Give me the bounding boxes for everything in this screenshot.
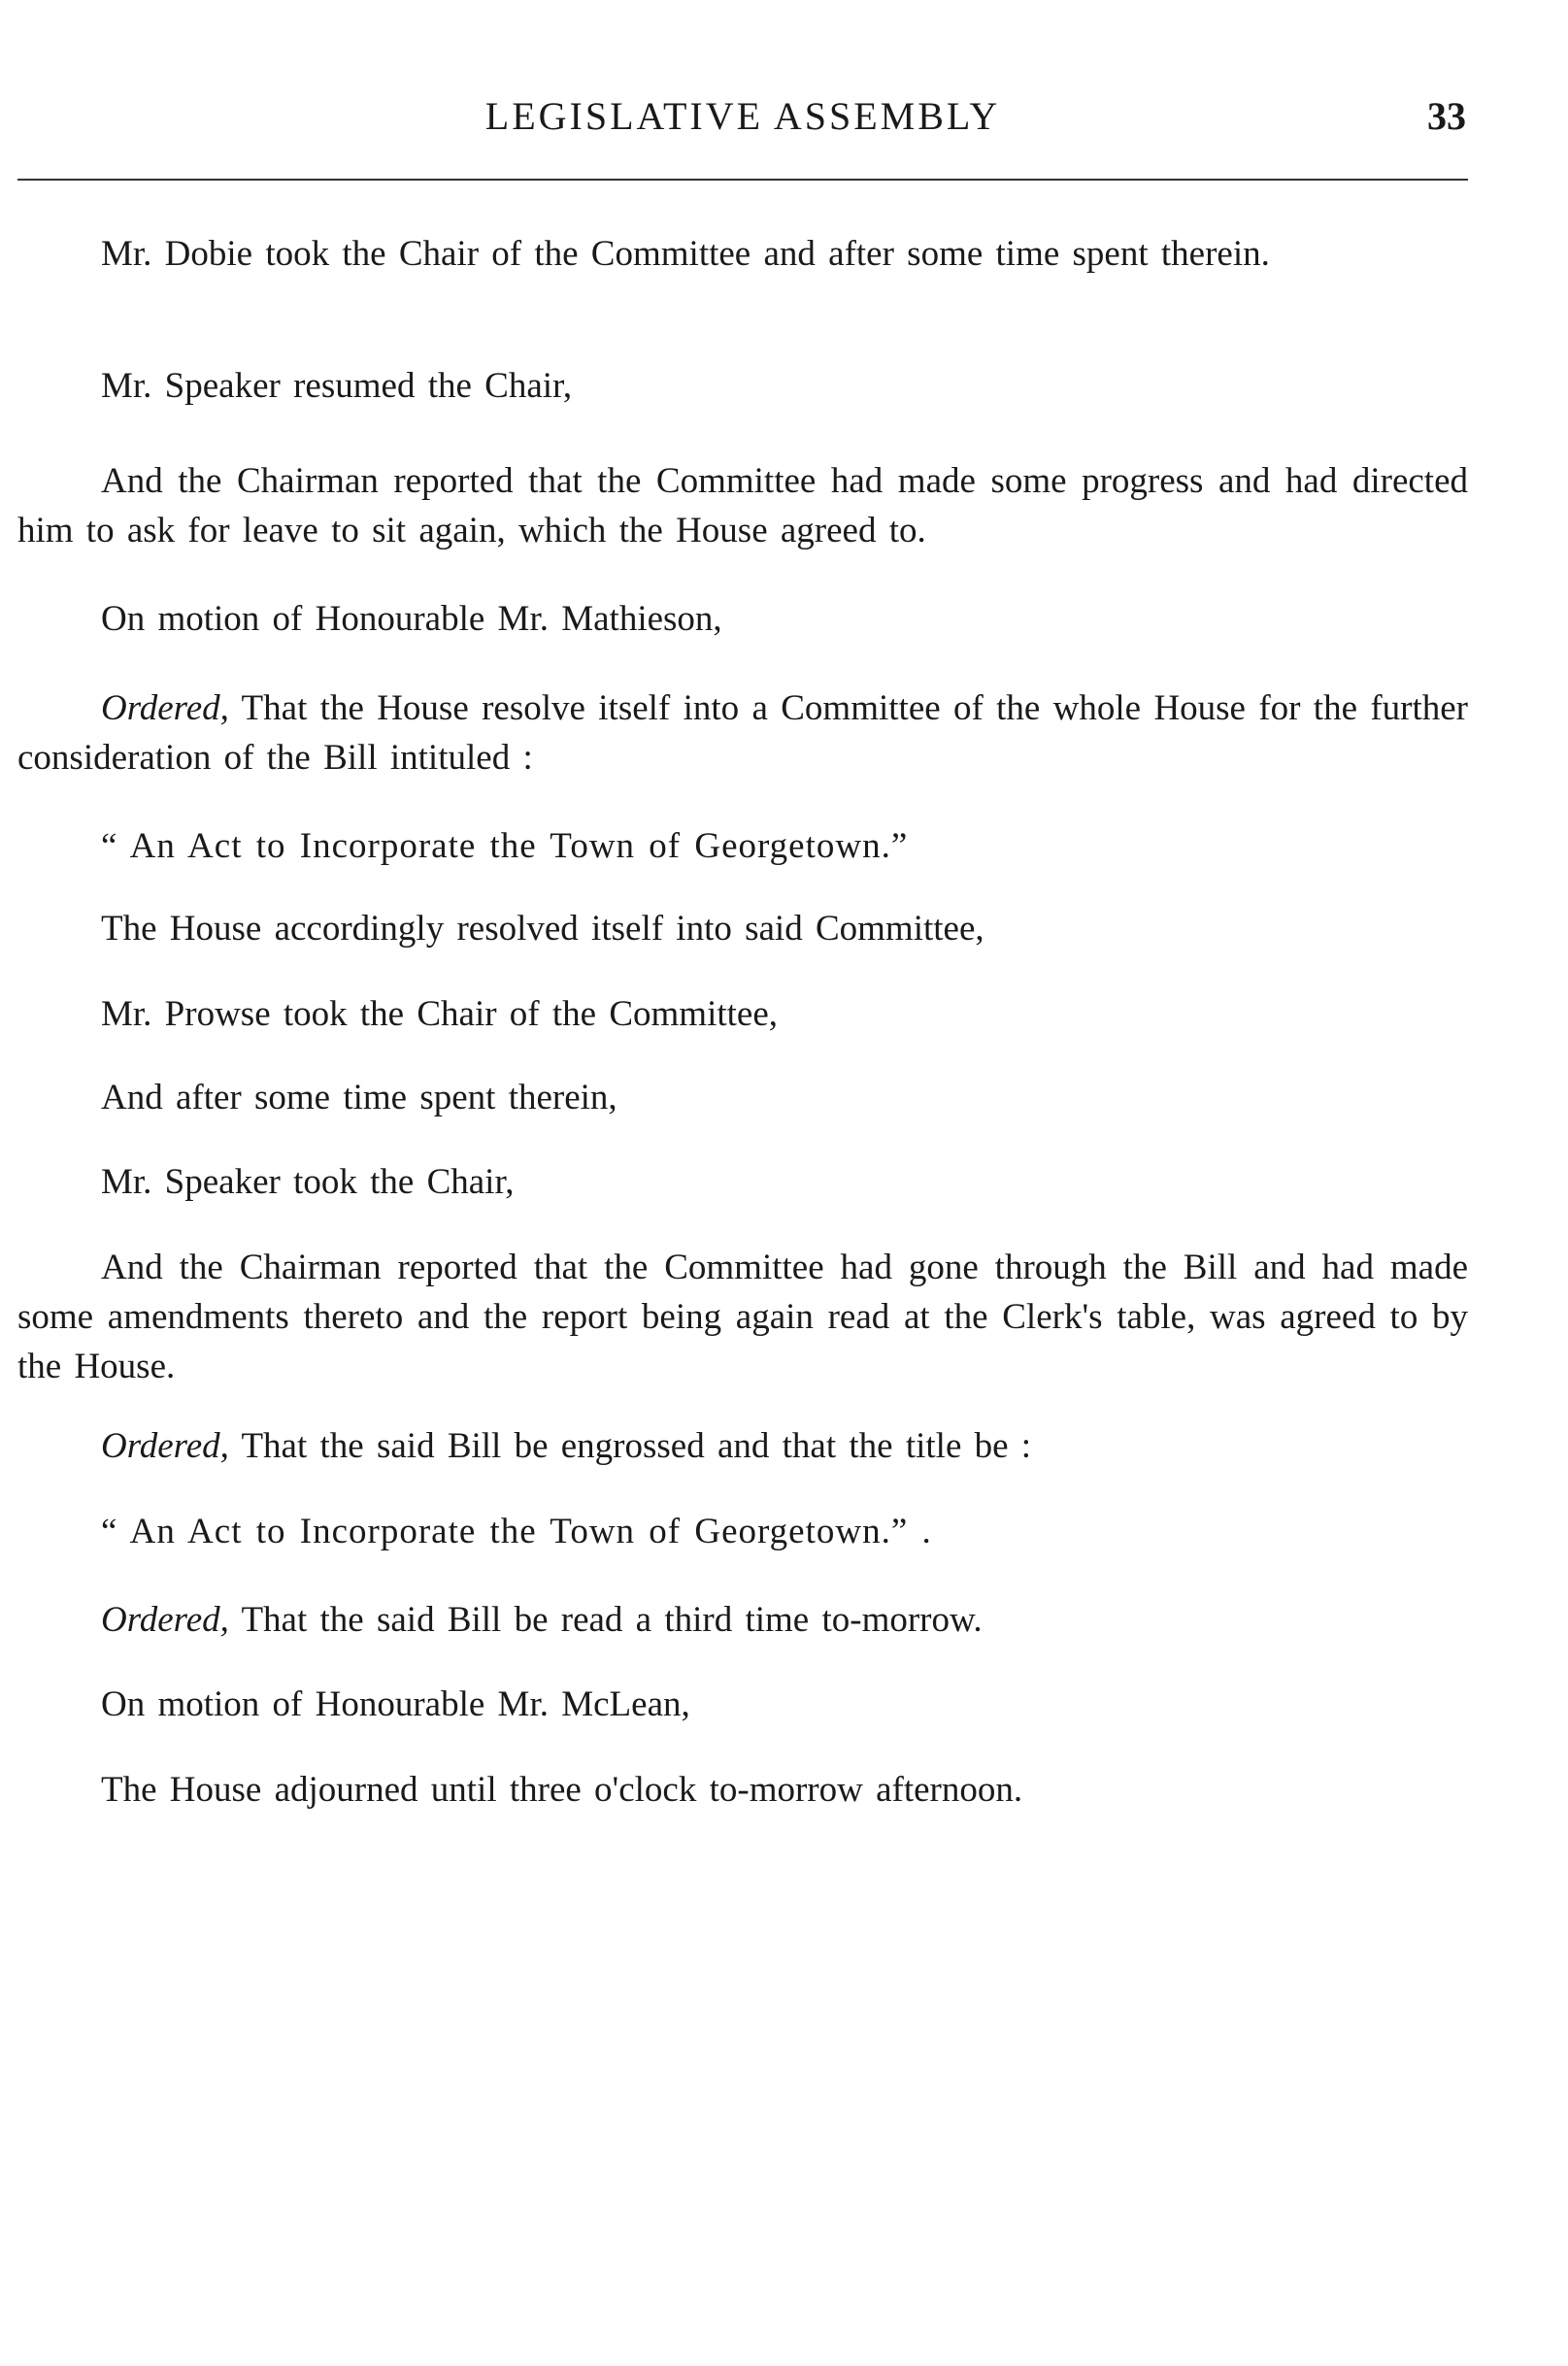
paragraph-bill-title <box>17 821 1468 871</box>
paragraph-speaker-took <box>17 1157 1468 1207</box>
paragraph-text: And the Chairman reported that the Committee had made some progress and had directed him to ask for leave to sit again, which the House agreed to. <box>17 461 1468 550</box>
paragraph-text: That the said Bill be engrossed and that the title be : <box>228 1426 1032 1466</box>
paragraph-text: Mr. Dobie took the Chair of the Committee and after some time spent therein. <box>101 234 1270 274</box>
paragraph-prowse-chair <box>17 989 1468 1039</box>
paragraph-motion-mathieson <box>17 594 1468 644</box>
paragraph-text: On motion of Honourable Mr. Mathieson, <box>101 599 722 639</box>
paragraph-ordered-engrossed <box>17 1421 1468 1471</box>
paragraph-text: The House adjourned until three o'clock to-morrow afternoon. <box>101 1770 1023 1810</box>
paragraph-house-resolved <box>17 904 1468 953</box>
paragraph-text: “ An Act to Incorporate the Town of Georgetown.” . <box>101 1512 932 1551</box>
ordered-lead: Ordered, <box>101 1426 229 1466</box>
ordered-lead: Ordered, <box>101 688 229 728</box>
header-rule <box>17 179 1468 181</box>
page-number: 33 <box>1427 94 1466 138</box>
paragraph-time-spent <box>17 1073 1468 1122</box>
paragraph-text: And the Chairman reported that the Committee had gone through the Bill and had made some amendments thereto and the report being again read at the Clerk's table, was agreed to by the House. <box>17 1248 1468 1386</box>
paragraph-text: That the said Bill be read a third time to-morrow. <box>228 1600 983 1640</box>
paragraph-chairman-progress <box>17 456 1468 555</box>
ordered-lead: Ordered, <box>101 1600 229 1640</box>
running-title: LEGISLATIVE ASSEMBLY <box>484 94 1001 138</box>
paragraph-motion-mclean <box>17 1680 1468 1729</box>
paragraph-chairman-amendments <box>17 1243 1468 1391</box>
paragraph-text: “ An Act to Incorporate the Town of Georgetown.” <box>101 826 909 866</box>
paragraph-dobie-chair <box>17 229 1468 279</box>
paragraph-text: Mr. Speaker resumed the Chair, <box>101 366 573 406</box>
paragraph-speaker-resumed <box>17 361 1468 411</box>
paragraph-house-adjourned <box>17 1765 1468 1815</box>
paragraph-ordered-resolve <box>17 683 1468 783</box>
paragraph-text: Mr. Prowse took the Chair of the Committee, <box>101 994 778 1034</box>
page-header <box>19 93 1466 151</box>
paragraph-text: On motion of Honourable Mr. McLean, <box>101 1684 690 1724</box>
paragraph-text: And after some time spent therein, <box>101 1078 617 1117</box>
paragraph-text: Mr. Speaker took the Chair, <box>101 1162 515 1202</box>
paragraph-text: The House accordingly resolved itself into said Committee, <box>101 909 984 949</box>
paragraph-ordered-third-reading <box>17 1595 1468 1645</box>
paragraph-text: That the House resolve itself into a Committee of the whole House for the further consideration of the Bill intituled : <box>17 688 1468 778</box>
paragraph-bill-title-repeat <box>17 1507 1468 1556</box>
